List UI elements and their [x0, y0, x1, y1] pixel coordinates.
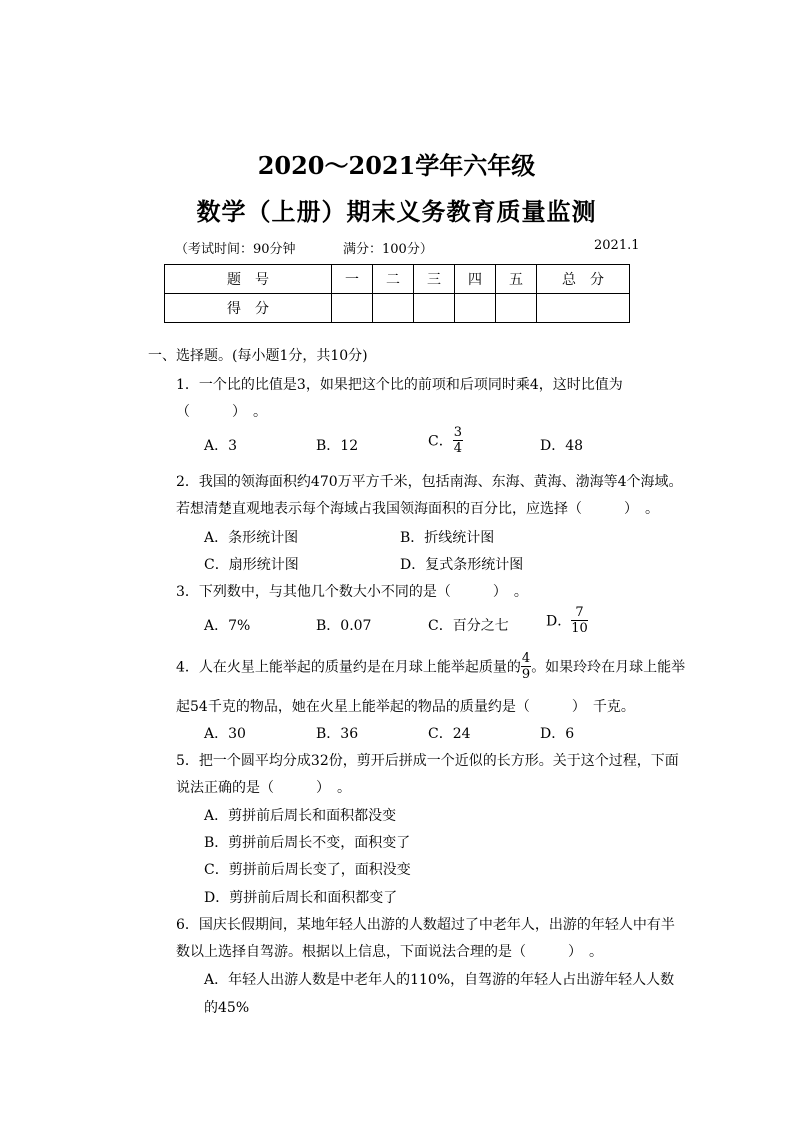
q4-text-line2: 起54千克的物品，她在火星上能举起的物品的质量约是（ ） 千克。 [176, 699, 635, 715]
score-header-cell: 一 [332, 265, 373, 294]
title-line1: 2020～2021学年六年级 [257, 151, 536, 180]
q2-option-b: B．折线统计图 [400, 530, 495, 546]
q3-option-d-prefix: D． [546, 613, 572, 630]
score-table [164, 264, 630, 323]
q5-option-b: B．剪拼前后周长不变，面积变了 [204, 835, 411, 851]
full-score: 满分：100分） [343, 242, 433, 257]
title-line2: 数学（上册）期末义务教育质量监测 [196, 197, 597, 226]
score-header-cell: 三 [414, 265, 455, 294]
q1-text-line1: 1．一个比的比值是3，如果把这个比的前项和后项同时乘4，这时比值为 [176, 377, 623, 393]
score-cell[interactable] [414, 294, 455, 323]
q3-option-b: B．0.07 [316, 618, 372, 634]
q4-option-b: B．36 [316, 726, 359, 742]
q5-text-line1: 5．把一个圆平均分成32份，剪开后拼成一个近似的长方形。关于这个过程，下面 [176, 753, 679, 769]
q1-option-c [428, 426, 463, 455]
fraction-denominator: 9 [521, 667, 531, 682]
q1-option-d: D．48 [540, 438, 584, 454]
q1-option-a: A．3 [204, 438, 238, 454]
q1-option-c-fraction [453, 426, 463, 455]
score-header-cell: 二 [373, 265, 414, 294]
q5-option-a: A．剪拼前后周长和面积都没变 [204, 808, 397, 824]
q4-text-line1 [176, 652, 685, 681]
q3-text-line1: 3．下列数中，与其他几个数大小不同的是（ ） 。 [176, 584, 528, 600]
fraction-denominator: 10 [571, 621, 588, 636]
fraction-denominator: 4 [453, 441, 462, 456]
q2-option-a: A．条形统计图 [204, 530, 299, 546]
q3-option-c: C．百分之七 [428, 618, 509, 634]
q6-option-a-line2: 的45% [204, 1000, 250, 1016]
score-cell[interactable] [496, 294, 537, 323]
fraction-numerator: 7 [571, 606, 588, 621]
score-header-cell: 五 [496, 265, 537, 294]
q6-text-line2: 数以上选择自驾游。根据以上信息，下面说法合理的是（ ） 。 [176, 944, 603, 960]
q5-text-line2: 说法正确的是（ ） 。 [176, 780, 351, 796]
q4-option-a: A．30 [204, 726, 246, 742]
q3-option-d-fraction [571, 606, 588, 635]
score-cell[interactable] [332, 294, 373, 323]
q3-option-d [546, 606, 588, 635]
score-table-header-row [165, 265, 630, 294]
exam-date: 2021.1 [594, 238, 640, 253]
q1-option-c-prefix: C． [428, 433, 453, 450]
q4-fraction [521, 652, 531, 681]
fraction-numerator: 3 [453, 425, 462, 440]
q4-text-pre: 4．人在火星上能举起的质量约是在月球上能举起质量的 [176, 659, 521, 676]
fraction-numerator: 4 [521, 651, 531, 666]
q4-option-c: C．24 [428, 726, 471, 742]
q4-text-post: 。如果玲玲在月球上能举 [531, 659, 686, 676]
q2-option-d: D．复式条形统计图 [400, 557, 524, 573]
q6-option-a-line1: A．年轻人出游人数是中老年人的110%，自驾游的年轻人占出游年轻人人数 [204, 972, 675, 988]
q2-option-c: C．扇形统计图 [204, 557, 299, 573]
score-row-label: 得 分 [165, 294, 332, 323]
q2-text-line2: 若想清楚直观地表示每个海域占我国领海面积的百分比，应选择（ ） 。 [176, 501, 659, 517]
section-heading: 一、选择题。(每小题1分，共10分) [148, 348, 368, 364]
score-cell[interactable] [537, 294, 630, 323]
q5-option-c: C．剪拼前后周长变了，面积没变 [204, 862, 411, 878]
q3-option-a: A．7% [204, 618, 251, 634]
q2-text-line1: 2．我国的领海面积约470万平方千米，包括南海、东海、黄海、渤海等4个海域。 [176, 474, 683, 490]
q1-text-line2: （ ） 。 [176, 404, 267, 420]
q5-option-d: D．剪拼前后周长和面积都变了 [204, 890, 398, 906]
exam-time: （考试时间：90分钟 [175, 242, 296, 257]
q6-text-line1: 6．国庆长假期间，某地年轻人出游的人数超过了中老年人，出游的年轻人中有半 [176, 917, 675, 933]
score-header-cell: 题 号 [165, 265, 332, 294]
score-header-cell: 四 [455, 265, 496, 294]
score-table-score-row [165, 294, 630, 323]
q4-option-d: D．6 [540, 726, 575, 742]
q1-option-b: B．12 [316, 438, 359, 454]
score-cell[interactable] [455, 294, 496, 323]
score-header-cell: 总 分 [537, 265, 630, 294]
score-cell[interactable] [373, 294, 414, 323]
